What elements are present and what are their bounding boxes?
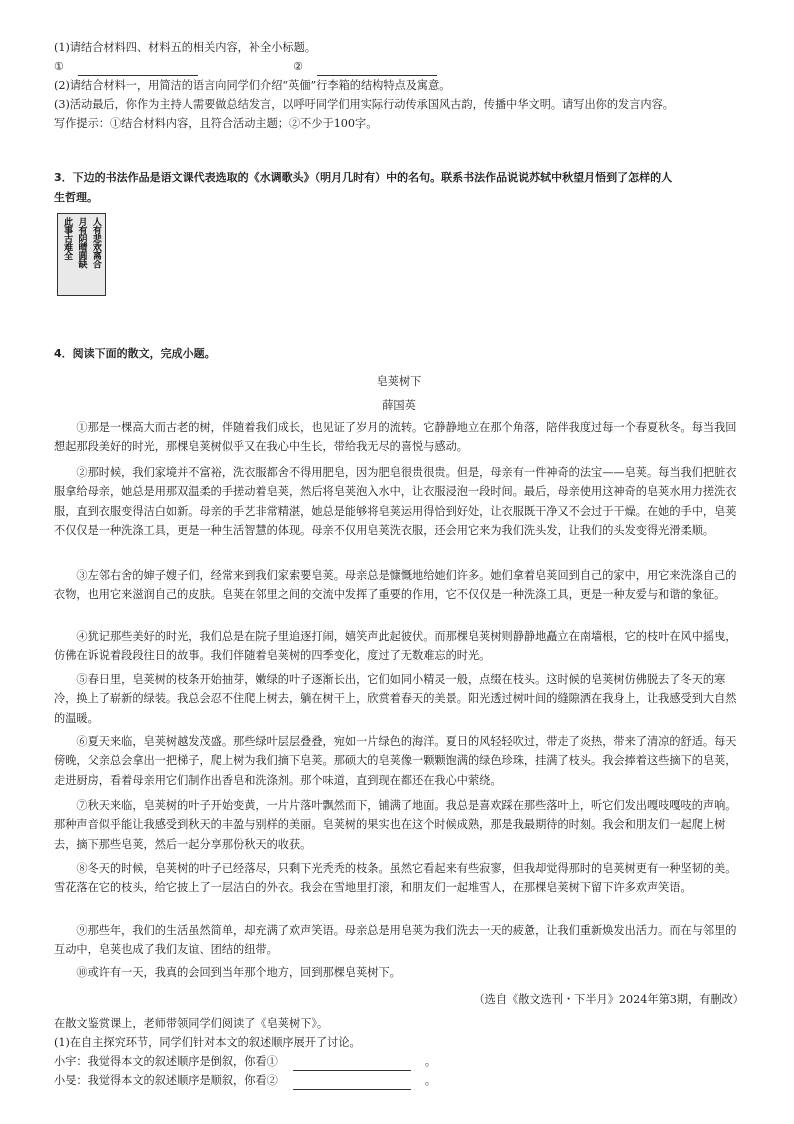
question-2-prompt: (2)请结合材料一，用简洁的语言向同学们介绍“英偭”行李箱的结构特点及寓意。	[54, 79, 451, 92]
xiaomin-statement	[54, 1071, 744, 1090]
paragraph-8: ⑧冬天的时候，皂荚树的叶子已经落尽，只剩下光秃秃的枝条。虽然它看起来有些寂寥，但我却觉得那时的皂荚树更有一种坚韧的美。雪花落在它的枝头，给它披上了一层洁白的外衣。我会在雪地里打滚，和朋友们一起堆雪人，在那棵皂荚树下留下许多欢声笑语。	[54, 862, 737, 895]
xiaomin-answer-blank[interactable]	[293, 1077, 411, 1090]
question-4-heading: 4．阅读下面的散文，完成小题。	[54, 347, 216, 360]
calligraphy-column-1: 人有悲欢离合	[90, 217, 101, 268]
question-1-prompt: (1)请结合材料四、材料五的相关内容，补全小标题。	[54, 41, 316, 54]
question-3-heading-line2: 生哲理。	[54, 191, 98, 204]
paragraph-6: ⑥夏天来临，皂荚树越发茂盛。那些绿叶层层叠叠，宛如一片绿色的海洋。夏日的风轻轻吹过，带走了炎热，带来了清凉的舒适。每天傍晚，父亲总会拿出一把梯子，爬上树为我们摘下皂荚。那硕大的皂荚像一颗颗饱满的绿色珍珠，挂满了枝头。我会捧着这些摘下的皂荚，走进厨房，看着母亲用它们制作出香皂和洗涤剂。那个味道，直到现在都还在我心中萦绕。	[54, 735, 737, 787]
xiaomin-text: 小旻：我觉得本文的叙述顺序是顺叙，你看②	[54, 1074, 278, 1087]
paragraph-9: ⑨那些年，我们的生活虽然简单，却充满了欢声笑语。母亲总是用皂荚为我们洗去一天的疲惫，让我们重新焕发出活力。而在与邻里的互动中，皂荚也成了我们友谊、团结的纽带。	[54, 924, 737, 957]
answer-blank-2[interactable]	[317, 63, 437, 76]
calligraphy-column-3: 此事古难全	[62, 217, 73, 260]
answer-blanks-row	[54, 57, 744, 76]
paragraph-5: ⑤春日里，皂荚树的枝条开始抽芽，嫩绿的叶子逐渐长出，它们如同小精灵一般，点缀在枝头。这时候的皂荚树仿佛脱去了冬天的寒冷，换上了崭新的绿装。我总会忍不住爬上树去，躺在树干上，欣赏着春天的美景。阳光透过树叶间的缝隙洒在我身上，让我感受到大自然的温暖。	[54, 673, 737, 725]
xiaoyu-statement	[54, 1052, 744, 1071]
follow-up-question-1: (1)在自主探究环节，同学们针对本文的叙述顺序展开了讨论。	[54, 1036, 361, 1049]
paragraph-3: ③左邻右舍的婶子嫂子们，经常来到我们家索要皂荚。母亲总是慷慨地给她们许多。她们拿着皂荚回到自己的家中，用它来洗涤自己的衣物，也用它来滋润自己的皮肤。皂荚在邻里之间的交流中发挥了重要的作用，它不仅仅是一种洗涤工具，更是一种友爱与和谐的象征。	[54, 569, 737, 602]
essay-title: 皂荚树下	[376, 375, 422, 388]
xiaoyu-text: 小宇：我觉得本文的叙述顺序是倒叙，你看①	[54, 1055, 278, 1068]
question-3-heading-line1: 3．下边的书法作品是语文课代表选取的《水调歌头》（明月几时有）中的名句。联系书法作品说说苏轼中秋望月悟到了怎样的人	[54, 171, 673, 184]
paragraph-7: ⑦秋天来临，皂荚树的叶子开始变黄，一片片落叶飘然而下，铺满了地面。我总是喜欢踩在那些落叶上，听它们发出嘎吱嘎吱的声响。那种声音似乎能让我感受到秋天的丰盈与别样的美丽。皂荚树的果实也在这个时候成熟，那是我最期待的时刻。我会和朋友们一起爬上树去，摘下那些皂荚，然后一起分享那份秋天的收获。	[54, 799, 737, 851]
paragraph-10: ⑩或许有一天，我真的会回到当年那个地方，回到那棵皂荚树下。	[76, 966, 401, 979]
writing-tip: 写作提示：①结合材料内容，且符合活动主题；②不少于100字。	[54, 117, 378, 130]
follow-up-intro: 在散文鉴赏课上，老师带领同学们阅读了《皂荚树下》。	[54, 1017, 329, 1030]
paragraph-4: ④犹记那些美好的时光，我们总是在院子里追逐打闹，嬉笑声此起彼伏。而那棵皂荚树则静静地矗立在南墙根，它的枝叶在风中摇曳，仿佛在诉说着段段往日的故事。我们伴随着皂荚树的四季变化，度过了无数难忘的时光。	[54, 630, 737, 663]
xiaoyu-period: 。	[424, 1055, 437, 1068]
blank-1-label: ①	[54, 60, 65, 73]
xiaomin-period: 。	[424, 1074, 437, 1087]
paragraph-1: ①那是一棵高大而古老的树，伴随着我们成长，也见证了岁月的流转。它静静地立在那个角落，陪伴我度过每一个春夏秋冬。每当我回想起那段美好的时光，那棵皂荚树似乎又在我心中生长，带给我无尽的喜悦与感动。	[54, 421, 737, 454]
paragraph-2: ②那时候，我们家境并不富裕，洗衣服都舍不得用肥皂，因为肥皂很贵很贵。但是，母亲有一件神奇的法宝——皂荚。每当我们把脏衣服拿给母亲，她总是用那双温柔的手搓动着皂荚，然后将皂荚泡入水中，让衣服浸泡一段时间。最后，母亲使用这神奇的皂荚水用力搓洗衣服，直到衣服变得洁白如新。母亲的手艺非常精湛，她总是能够将皂荚运用得恰到好处，让衣服既干净又不会过于干燥。在她的手中，皂荚不仅仅是一种洗涤工具，更是一种生活智慧的体现。母亲不仅用皂荚洗衣服，还会用它来为我们洗头发，让我们的头发变得光滑柔顺。	[54, 466, 737, 538]
essay-source: （选自《散文选刊・下半月》2024年第3期，有删改）	[473, 993, 744, 1006]
xiaoyu-answer-blank[interactable]	[293, 1058, 411, 1071]
question-3-prompt: (3)活动最后，你作为主持人需要做总结发言，以呼吁同学们用实际行动传承国风古韵，传播中华文明。请写出你的发言内容。	[54, 98, 674, 111]
essay-author: 薛国英	[382, 399, 416, 412]
calligraphy-column-2: 月有阴晴圆缺	[76, 217, 87, 268]
calligraphy-image	[57, 213, 106, 296]
blank-2-label: ②	[293, 60, 304, 73]
answer-blank-1[interactable]	[78, 63, 198, 76]
